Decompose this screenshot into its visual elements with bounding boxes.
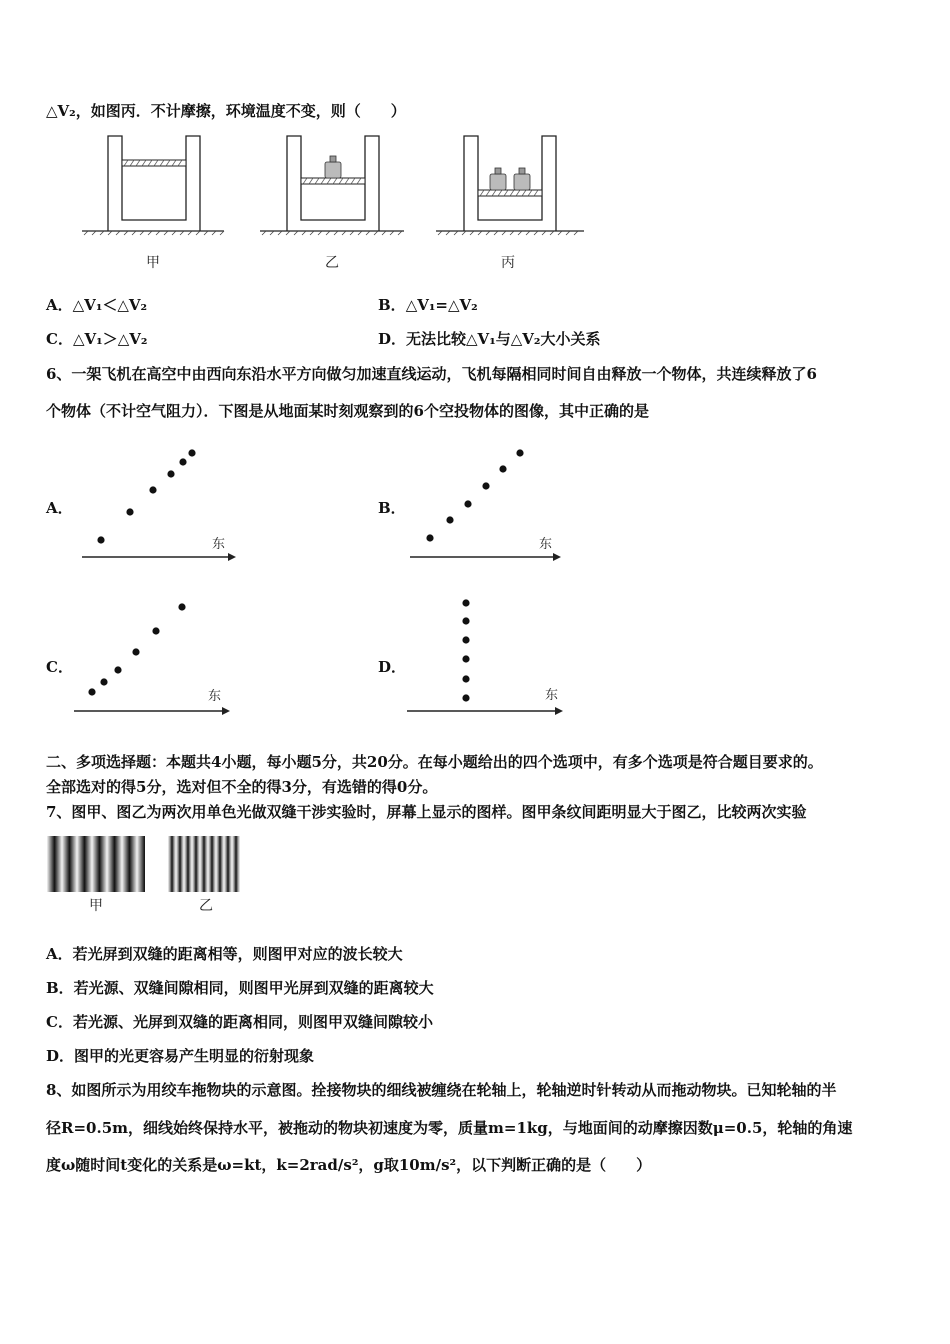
q5-option-d-text: 无法比较△V₁与△V₂大小关系 [406,330,601,348]
q5-option-d-letter: D． [378,330,407,348]
q7-option-b[interactable]: B．若光源、双缝间隙相同，则图甲光屏到双缝的距离较大 [46,979,434,997]
q6-figure-c-east-label: 东 [208,689,222,704]
q5-figure-bing [434,134,589,238]
q7-fig-label-yi: 乙 [199,898,213,914]
q5-option-a-text: △V₁＜△V₂ [72,296,148,314]
q7-stem: 7、图甲、图乙为两次用单色光做双缝干涉实验时，屏幕上显示的图样。图甲条纹间距明显大于图乙，比较两次实验 [46,803,807,821]
section2-heading-line-2: 全部选对的得5分，选对但不全的得3分，有选错的得0分。 [46,778,438,796]
q5-option-c-letter: C． [46,330,73,348]
q5-option-a-letter: A． [46,296,73,314]
q6-figure-b [408,445,568,565]
q6-figure-a-east-label: 东 [212,537,226,552]
q5-option-c-text: △V₁＞△V₂ [72,330,148,348]
q7-option-c[interactable]: C．若光源、光屏到双缝的距离相同，则图甲双缝间隙较小 [46,1013,433,1031]
q6-option-b-letter[interactable]: B． [378,499,406,517]
q6-stem-line-2: 个物体（不计空气阻力）．下图是从地面某时刻观察到的6个空投物体的图像，其中正确的是 [46,402,649,420]
q7-fringe-pattern-jia [47,836,145,892]
q5-figure-jia [78,134,228,238]
q6-figure-d-east-label: 东 [545,688,559,703]
q5-fig-label-yi: 乙 [325,255,339,271]
q5-fig-label-bing: 丙 [501,255,515,271]
q5-intro: △V₂，如图丙．不计摩擦，环境温度不变，则（ ） [46,102,406,120]
q7-fringe-pattern-yi [168,836,240,892]
q5-figure-yi [258,134,408,238]
q6-option-a-letter[interactable]: A． [46,499,73,517]
q8-stem-line-3: 度ω随时间t变化的关系是ω=kt，k=2rad/s²，g取10m/s²，以下判断正确的是（ ） [46,1156,652,1174]
q7-option-a[interactable]: A．若光屏到双缝的距离相等，则图甲对应的波长较大 [46,945,403,963]
q6-figure-d [405,595,570,720]
q6-option-d-letter[interactable]: D． [378,658,407,676]
q5-option-d[interactable] [378,329,601,349]
q6-figure-c [72,600,242,720]
q6-figure-b-east-label: 东 [539,537,553,552]
q8-stem-line-1: 8、如图所示为用绞车拖物块的示意图。拴接物块的细线被缠绕在轮轴上，轮轴逆时针转动从而拖动物块。已知轮轴的半 [46,1081,837,1099]
q8-stem-line-2: 径R=0.5m，细线始终保持水平，被拖动的物块初速度为零，质量m=1kg，与地面间的动摩擦因数μ=0.5，轮轴的角速 [46,1119,853,1137]
q5-option-a[interactable] [46,295,147,315]
q5-option-c[interactable] [46,329,147,349]
q6-stem-line-1: 6、一架飞机在高空中由西向东沿水平方向做匀加速直线运动，飞机每隔相同时间自由释放一个物体，共连续释放了6 [46,365,817,383]
section2-heading-line-1: 二、多项选择题：本题共4小题，每小题5分，共20分。在每小题给出的四个选项中，有多个选项是符合题目要求的。 [46,753,823,771]
q5-option-b[interactable] [378,295,478,315]
q5-option-b-text: △V₁=△V₂ [405,296,478,314]
q6-figure-a [80,445,240,565]
q5-option-b-letter: B． [378,296,406,314]
q6-option-c-letter[interactable]: C． [46,658,73,676]
q5-fig-label-jia: 甲 [146,255,160,271]
q7-option-d[interactable]: D．图甲的光更容易产生明显的衍射现象 [46,1047,315,1065]
q7-fig-label-jia: 甲 [89,898,103,914]
